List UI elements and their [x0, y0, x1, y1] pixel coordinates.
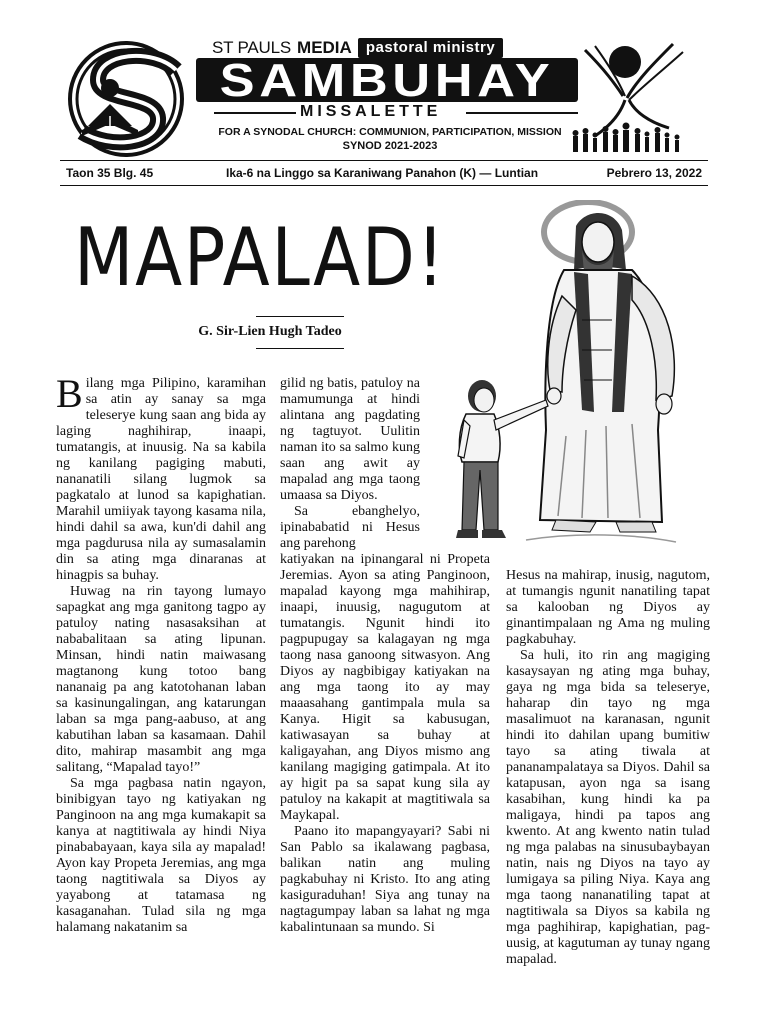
- liturgical-sunday: Ika-6 na Linggo sa Karaniwang Panahon (K) — Luntian: [226, 166, 539, 180]
- article-column-1: [56, 371, 266, 980]
- article-headline: MAPALAD!: [74, 211, 446, 304]
- synod-logo-icon: [565, 40, 705, 158]
- subtitle-rule-right: [466, 112, 578, 114]
- synod-theme: FOR A SYNODAL CHURCH: COMMUNION, PARTICIPATION, MISSION: [218, 126, 562, 138]
- paragraph-1: [56, 371, 266, 584]
- byline-rule-top: [256, 316, 344, 317]
- synod-years: SYNOD 2021-2023: [342, 140, 438, 152]
- drop-cap: B: [56, 371, 83, 416]
- issue-info-bar: [60, 160, 708, 186]
- publication-subtitle: MISSALETTE: [300, 103, 442, 120]
- paragraph-1-text: ilang mga Pilipino, karamihan sa atin ay sanay sa mga teleserye kung saan ang bida ay laging naghihirap, inaapi, tumatangis, at inuusig. Na sa kabila ng kanilang pagiging mabuti, nananatili silang lugmok sa pagkatalo at lunod sa kapighatian. Marahil umiiyak tayong kasama nila, hindi dahil sa awa, kun'di dahil ang mga pagdurusa nila ay sumasalamin din sa ating mga dinaranas at hinagpis sa buhay.: [56, 376, 266, 583]
- paragraph-7: Sa huli, ito rin ang magiging kasaysayan ng ating mga buhay, gaya ng mga bida sa teleserye, haharap din tayo ng mga masalimuot na karanasan, ngunit hindi ito dahilan upang bumitiw tayo sa ating tiwala at pananampalataya sa Diyos. Dahil sa katapusan, ayon nga sa isang kasabihan, kung hindi ka pa maligaya, hindi pa tapos ang kwento. At ang kwento natin tulad ng mga palabas na sinusubaybayan natin, nais ng Diyos na tayo ay lumigaya sa piling Niya. Kaya ang mga taong nananatiling tapat at nagtitiwala sa Diyos sa kabila ng mga paghihirap, kapighatian, pag-uusig, at kagutuman ay tunay ngang mapalad.: [506, 648, 710, 967]
- article-byline: G. Sir-Lien Hugh Tadeo: [198, 324, 342, 339]
- paragraph-5-start: Sa ebanghelyo, ipinababatid ni Hesus ang parehong: [280, 504, 420, 551]
- publisher-name: ST PAULS: [212, 38, 292, 57]
- publisher-media: MEDIA: [297, 38, 352, 57]
- column-2-wrap-beside-illustration: [280, 376, 420, 552]
- paragraph-5-cont: katiyakan na ipinangaral ni Propeta Jeremias. Ayon sa ating Panginoon, mapalad kayong mga mahihirap, inaapi, inuusig, nagugutom at tumatangis. Ngunit hindi ito pagpupugay sa kalagayan ng mga taong nasa ganoong sitwasyon. Ang Diyos ay nagbibigay katiyakan na ang mga taong ito ay may maaasahang gantimpala mula sa Kanya. Higit sa kabusugan, katiwasayan sa buhay at kaligayahan, ang Diyos mismo ang kanilang magiging gatimpala. At ito ay higit pa sa sapat kung sila ay patuloy na kakapit at magtitiwala sa Maykapal.: [280, 552, 490, 823]
- paragraph-4: gilid ng batis, patuloy na mamumunga at hindi alintana ang pagdating ng tagtuyot. Uulitin naman ito sa salmo kung saan ang awit ay mapalad ang mga taong umaasa sa Diyos.: [280, 376, 420, 503]
- masthead: [0, 0, 768, 196]
- article-column-3: [506, 568, 710, 988]
- paragraph-2: Huwag na rin tayong lumayo sapagkat ang mga ganitong tagpo ay patuloy nating nasasaksihan at nababalitaan sa ating lipunan. Minsan, hindi natin maiwasang magtanong kung totoo bang nananaig pa ang katotohanan laban sa kasinungalingan, ang katarungan laban sa mga pang-aabuso, at ang kabutihan laban sa kasamaan. Dahil dito, mahirap masambit ang mga salitang, “Mapalad tayo!”: [56, 584, 266, 775]
- paragraph-3: Sa mga pagbasa natin ngayon, binibigyan tayo ng katiyakan ng Panginoon na ang mga kumakapit sa kanya at nagtitiwala ay hindi Niya pinababayaan, kaya sila ay mapalad! Ayon kay Propeta Jeremias, ang mga taong nagtitiwala sa Diyos ay yayabong at tatamasa ng kasaganahan. Tulad sila ng mga halamang nakatanim sa: [56, 776, 266, 935]
- byline-rule-bottom: [256, 348, 344, 349]
- issue-date: Pebrero 13, 2022: [606, 166, 702, 180]
- pastoral-ministry-badge: pastoral ministry: [358, 38, 503, 58]
- paragraph-6: Paano ito mapangyayari? Sabi ni San Pablo sa ikalawang pagbasa, balikan natin ang muling pagkabuhay ni Kristo. Ito ang ating kasiguraduhan! Siya ang tunay na nagtagumpay laban sa lahat ng mga kabalintunaan sa mundo. Si: [280, 824, 490, 935]
- paragraph-6-cont: Hesus na mahirap, inusig, nagutom, at tumangis ngunit nanatiling tapat sa kalooban ng Diyos ay ginantimpalaan ng Ama ng muling pagkabuhay.: [506, 568, 710, 647]
- issue-volume: Taon 35 Blg. 45: [66, 166, 154, 180]
- article-column-2: [280, 376, 490, 980]
- subtitle-rule-left: [214, 112, 296, 114]
- publication-title: SAMBUHAY: [219, 54, 555, 106]
